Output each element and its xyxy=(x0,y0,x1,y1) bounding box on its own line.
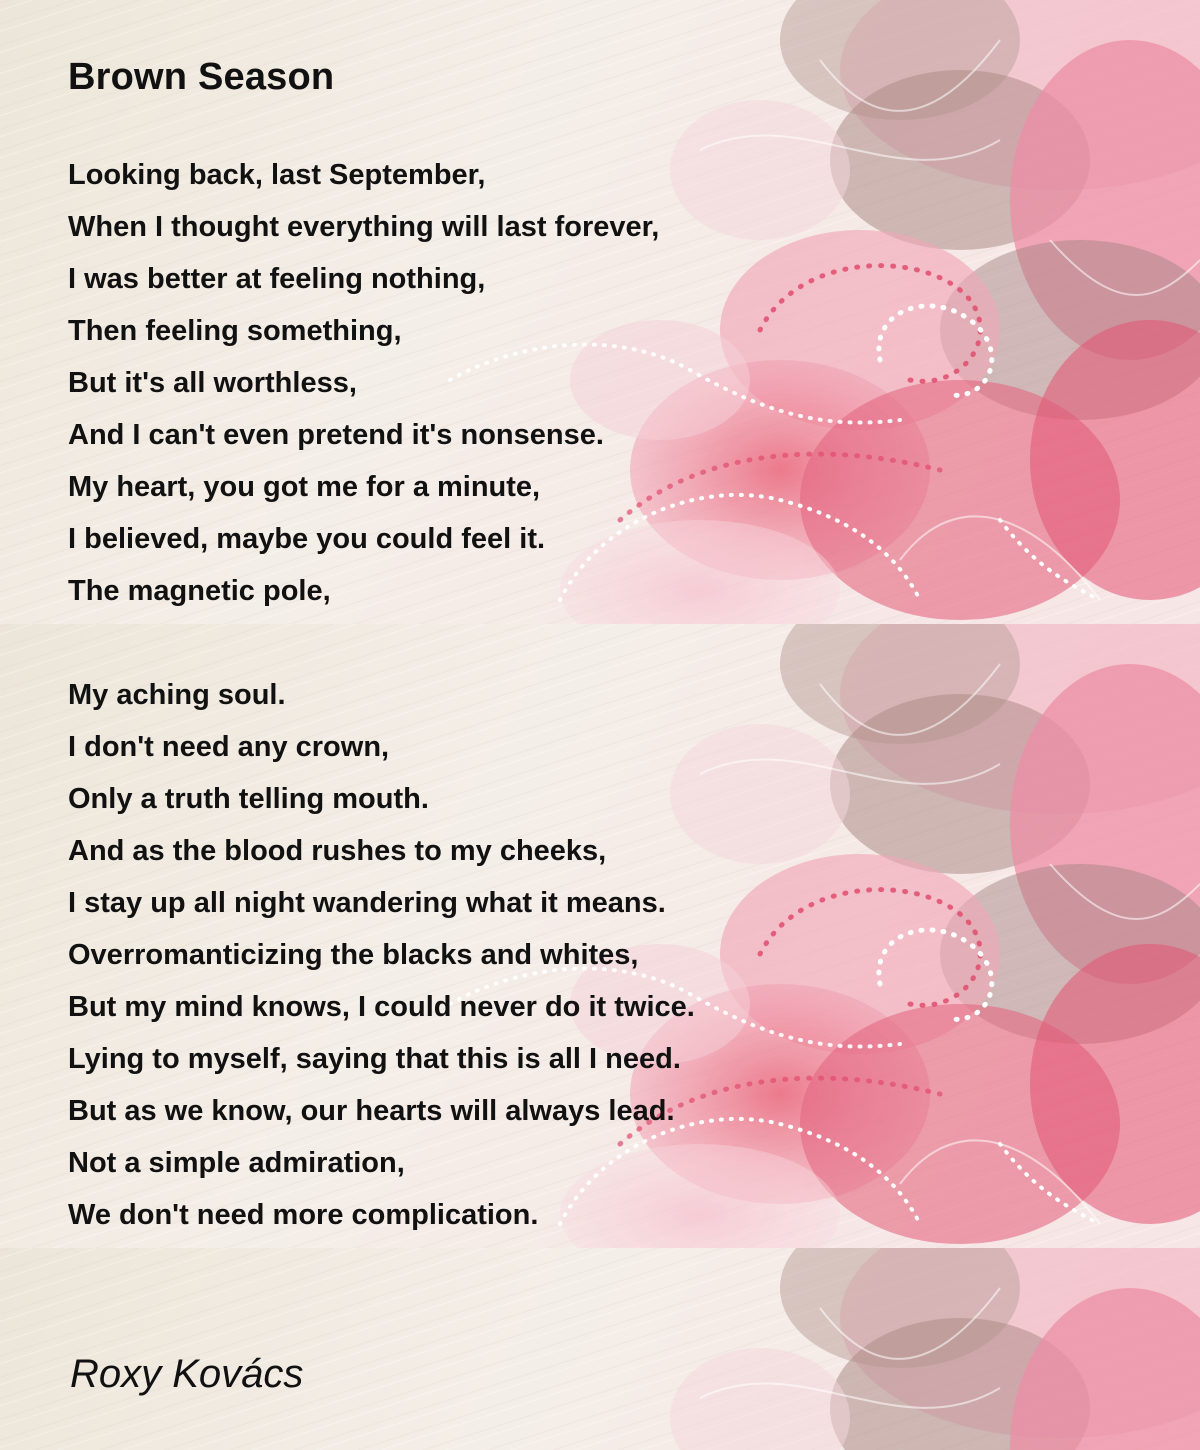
poem-line: My heart, you got me for a minute, xyxy=(68,471,541,503)
poem-line: Overromanticizing the blacks and whites, xyxy=(68,939,639,971)
poem-line: But it's all worthless, xyxy=(68,367,357,399)
poem-line: Only a truth telling mouth. xyxy=(68,783,429,815)
poem-line: The magnetic pole, xyxy=(68,575,331,607)
poem-author: Roxy Kovács xyxy=(70,1352,304,1396)
poem-line: I don't need any crown, xyxy=(68,731,390,763)
poem-line: I was better at feeling nothing, xyxy=(68,263,486,295)
poem-line: We don't need more complication. xyxy=(68,1199,539,1231)
floral-background xyxy=(0,1248,1200,1450)
poem-line: But my mind knows, I could never do it twice. xyxy=(68,991,695,1023)
stanza-2 xyxy=(68,672,695,1244)
stanza-1 xyxy=(68,152,659,620)
background-band-bottom xyxy=(0,1248,1200,1450)
poem-line: But as we know, our hearts will always lead. xyxy=(68,1095,675,1127)
poem-line: When I thought everything will last forever, xyxy=(68,211,660,243)
poem-line: Lying to myself, saying that this is all I need. xyxy=(68,1043,681,1075)
poem-line: Then feeling something, xyxy=(68,315,402,347)
poem-line: I stay up all night wandering what it means. xyxy=(68,887,666,919)
poem-line: My aching soul. xyxy=(68,679,286,711)
poem-line: Looking back, last September, xyxy=(68,159,486,191)
poem-line: And as the blood rushes to my cheeks, xyxy=(68,835,607,867)
poem-line: I believed, maybe you could feel it. xyxy=(68,523,546,555)
poem-line: Not a simple admiration, xyxy=(68,1147,405,1179)
poem-line: And I can't even pretend it's nonsense. xyxy=(68,419,604,451)
poem-title: Brown Season xyxy=(68,56,335,98)
